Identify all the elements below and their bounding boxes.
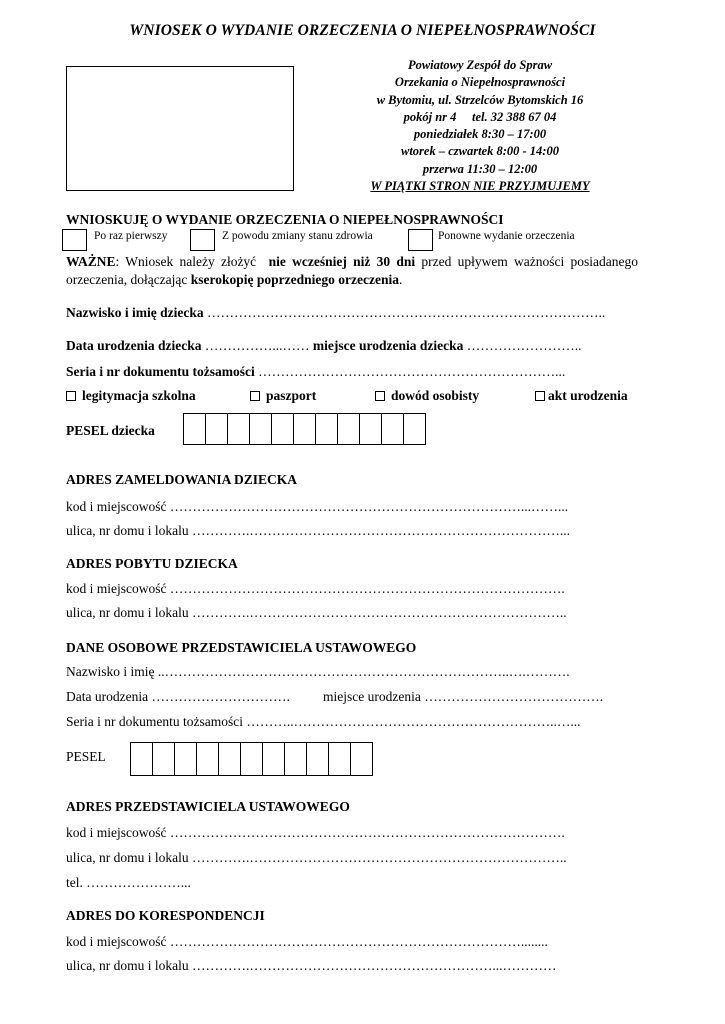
pesel-digit-cell[interactable] — [175, 743, 197, 775]
office-line: poniedziałek 8:30 – 17:00 — [413, 127, 547, 142]
office-address — [330, 57, 630, 195]
child-dob-row — [66, 338, 581, 354]
doc-type-label: dowód osobisty — [391, 388, 480, 403]
pesel-digit-cell[interactable] — [294, 414, 316, 444]
doc-type-label: akt urodzenia — [548, 388, 628, 403]
note-attachment: kserokopię poprzedniego orzeczenia — [190, 272, 400, 287]
guardian-pob-field[interactable]: …………………………………. — [424, 689, 604, 704]
pesel-digit-cell[interactable] — [272, 414, 294, 444]
note-deadline: nie wcześniej niż 30 dni — [268, 254, 416, 269]
guardian-doc-row — [66, 714, 580, 730]
stay-street-label: ulica, nr domu i lokalu — [66, 605, 189, 620]
guardian-pob-label: miejsce urodzenia — [323, 689, 421, 704]
guardian-street-label: ulica, nr domu i lokalu — [66, 850, 189, 865]
reissue-label: Ponowne wydanie orzeczenia — [438, 230, 575, 242]
guardian-pob-row — [323, 689, 603, 705]
pesel-digit-cell[interactable] — [153, 743, 175, 775]
child-doc-field[interactable]: …………………………………………………………... — [258, 364, 566, 379]
guardian-street-field[interactable]: ………….…………………………………………………………….. — [191, 850, 567, 865]
checkbox-icon[interactable] — [375, 391, 385, 401]
pesel-digit-cell[interactable] — [219, 743, 241, 775]
health-change-label: Z powodu zmiany stanu zdrowia — [222, 230, 373, 242]
office-line: przerwa 11:30 – 12:00 — [422, 161, 538, 176]
pesel-digit-cell[interactable] — [131, 743, 153, 775]
correspondence-heading: ADRES DO KORESPONDENCJI — [66, 908, 265, 923]
guardian-name-field[interactable]: ..…………………………………………………………………..….………. — [157, 664, 570, 679]
doc-type-passport[interactable] — [250, 388, 316, 404]
doc-type-school[interactable] — [66, 388, 196, 404]
office-line: pokój nr 4 tel. 32 388 67 04 — [403, 109, 557, 124]
request-heading: WNIOSKUJĘ O WYDANIE ORZECZENIA O NIEPEŁNOSPRAWNOŚCI — [66, 212, 504, 227]
child-doc-row — [66, 364, 565, 380]
pesel-digit-cell[interactable] — [228, 414, 250, 444]
form-title: WNIOSEK O WYDANIE ORZECZENIA O NIEPEŁNOSPRAWNOŚCI — [129, 22, 596, 39]
guardian-phone-label: tel. — [66, 875, 83, 890]
correspondence-street-row — [66, 958, 556, 974]
child-doc-label: Seria i nr dokumentu tożsamości — [66, 364, 255, 379]
stamp-box — [66, 66, 294, 191]
guardian-pesel-label: PESEL — [66, 749, 106, 764]
pesel-digit-cell[interactable] — [404, 414, 426, 444]
correspondence-street-field[interactable]: ………….………………………………………………...………… — [191, 958, 557, 973]
note-label: WAŻNE — [66, 254, 116, 269]
guardian-name-label: Nazwisko i imię — [66, 664, 155, 679]
child-dob-label: Data urodzenia dziecka — [66, 338, 202, 353]
guardian-heading: DANE OSOBOWE PRZEDSTAWICIELA USTAWOWEGO — [66, 640, 417, 655]
doc-type-label: paszport — [266, 388, 317, 403]
correspondence-city-label: kod i miejscowość — [66, 934, 167, 949]
registered-street-label: ulica, nr domu i lokalu — [66, 523, 189, 538]
registered-city-field[interactable]: ……………………………………………………………………...……... — [169, 499, 569, 514]
pesel-digit-cell[interactable] — [338, 414, 360, 444]
first-time-checkbox[interactable] — [62, 229, 87, 251]
child-pesel-label-text: PESEL dziecka — [66, 423, 155, 438]
reissue-checkbox[interactable] — [408, 229, 433, 251]
child-name-field[interactable]: …………………………………………………………………………….. — [207, 305, 606, 320]
checkbox-icon[interactable] — [250, 391, 260, 401]
stay-city-field[interactable]: ……………………………………………………………………………. — [169, 581, 565, 596]
stay-city-row — [66, 581, 565, 597]
guardian-doc-field[interactable]: ………..…………………………………………………..…... — [246, 714, 581, 729]
pesel-digit-cell[interactable] — [197, 743, 219, 775]
pesel-digit-cell[interactable] — [351, 743, 373, 775]
stay-street-row — [66, 605, 567, 621]
registered-street-field[interactable]: ………….……………………………………………………………... — [191, 523, 570, 538]
pesel-digit-cell[interactable] — [360, 414, 382, 444]
pesel-digit-cell[interactable] — [184, 414, 206, 444]
registered-city-label: kod i miejscowość — [66, 499, 167, 514]
office-line: w Bytomiu, ul. Strzelców Bytomskich 16 — [376, 92, 584, 107]
guardian-doc-label: Seria i nr dokumentu tożsamości — [66, 714, 243, 729]
checkbox-icon[interactable] — [535, 391, 545, 401]
health-change-checkbox[interactable] — [190, 229, 215, 251]
doc-type-label: legitymacja szkolna — [82, 388, 196, 403]
pesel-digit-cell[interactable] — [263, 743, 285, 775]
pesel-digit-cell[interactable] — [307, 743, 329, 775]
note-text: : Wniosek należy złożyć — [115, 254, 269, 269]
stay-address-heading: ADRES POBYTU DZIECKA — [66, 556, 238, 571]
guardian-dob-field[interactable]: …………………………. — [151, 689, 290, 704]
guardian-dob-label: Data urodzenia — [66, 689, 149, 704]
pesel-digit-cell[interactable] — [382, 414, 404, 444]
child-pesel-input[interactable] — [183, 413, 426, 445]
doc-type-birth-cert[interactable] — [535, 388, 628, 404]
pesel-digit-cell[interactable] — [241, 743, 263, 775]
office-line: wtorek – czwartek 8:00 - 14:00 — [401, 144, 559, 159]
pesel-digit-cell[interactable] — [316, 414, 338, 444]
pesel-digit-cell[interactable] — [329, 743, 351, 775]
office-line: Orzekania o Niepełnosprawności — [394, 75, 566, 90]
correspondence-city-field[interactable]: ……………………………………………………………………........ — [169, 934, 548, 949]
checkbox-icon[interactable] — [66, 391, 76, 401]
guardian-city-label: kod i miejscowość — [66, 825, 167, 840]
guardian-street-row — [66, 850, 567, 866]
guardian-address-heading: ADRES PRZEDSTAWICIELA USTAWOWEGO — [66, 799, 350, 814]
stay-street-field[interactable]: ………….…………………………………………………………….. — [191, 605, 567, 620]
doc-type-id-card[interactable] — [375, 388, 479, 404]
pesel-digit-cell[interactable] — [285, 743, 307, 775]
guardian-phone-field[interactable]: …………………... — [86, 875, 191, 890]
office-line: Powiatowy Zespół do Spraw — [407, 58, 553, 72]
guardian-city-field[interactable]: ……………………………………………………………………………. — [169, 825, 565, 840]
guardian-phone-row — [66, 875, 191, 891]
guardian-city-row — [66, 825, 565, 841]
note-text: . — [399, 272, 403, 287]
child-name-label: Nazwisko i imię dziecka — [66, 305, 204, 320]
correspondence-street-label: ulica, nr domu i lokalu — [66, 958, 189, 973]
stay-city-label: kod i miejscowość — [66, 581, 167, 596]
guardian-dob-row — [66, 689, 290, 705]
first-time-label: Po raz pierwszy — [94, 230, 168, 242]
registered-address-heading: ADRES ZAMELDOWANIA DZIECKA — [66, 472, 298, 487]
pesel-digit-cell[interactable] — [206, 414, 228, 444]
registered-city-row — [66, 499, 568, 515]
child-dob-field[interactable]: ……………...…… — [204, 338, 310, 353]
child-pesel-label — [66, 423, 155, 439]
office-notice: W PIĄTKI STRON NIE PRZYJMUJEMY — [370, 179, 590, 194]
important-note — [66, 253, 638, 289]
correspondence-city-row — [66, 934, 548, 950]
note-text: przed upływem ważności posiadanego orzeczenia, dołączając — [66, 254, 638, 287]
guardian-name-row — [66, 664, 570, 680]
pesel-digit-cell[interactable] — [250, 414, 272, 444]
child-pob-field[interactable]: …………………….. — [466, 338, 582, 353]
guardian-pesel-input[interactable] — [130, 742, 373, 776]
child-pob-label: miejsce urodzenia dziecka — [312, 338, 464, 353]
registered-street-row — [66, 523, 570, 539]
child-name-row[interactable] — [66, 305, 605, 321]
